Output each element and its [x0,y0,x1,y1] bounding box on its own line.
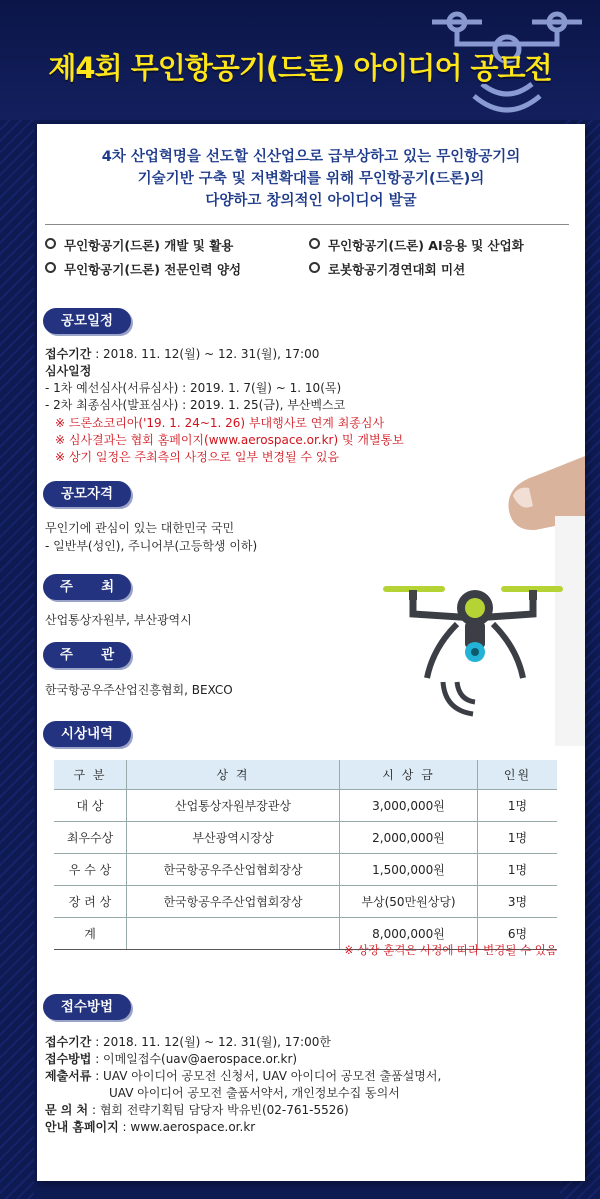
intro-text [37,146,585,212]
awards-note: ※ 상장 훈격은 사정에 따라 변경될 수 있음 [344,943,557,957]
submission-homepage: 안내 홈페이지 : www.aerospace.or.kr [45,1120,256,1134]
drone-icon [383,578,563,728]
organizer-heading: 주 관 [43,642,131,668]
intro-line-2: 기술기반 구축 및 저변확대를 위해 무인항공기(드론)의 [137,171,485,187]
circle-bullet-icon [309,238,320,249]
intro-line-1: 4차 산업혁명을 선도할 신산업으로 급부상하고 있는 무인항공기의 [101,149,521,165]
reception-period: 접수기간 : 2018. 11. 12(월) ~ 12. 31(월), 17:00 [45,347,320,361]
schedule-note-2: ※ 심사결과는 협회 홈페이지(www.aerospace.or.kr) 및 개별통보 [55,433,404,447]
schedule-note-3: ※ 상기 일정은 주최측의 사정으로 일부 변경될 수 있음 [55,450,340,464]
table-cell: 3,000,000원 [340,790,478,822]
submission-period: 접수기간 : 2018. 11. 12(월) ~ 12. 31(월), 17:00한 [45,1035,331,1049]
column-header: 상 격 [127,760,340,790]
table-cell: 1명 [478,822,558,854]
circle-bullet-icon [309,262,320,273]
divider [45,224,569,225]
table-cell: 한국항공우주산업협회장상 [127,886,340,918]
table-cell: 1명 [478,854,558,886]
submission-docs-cont: UAV 아이디어 공모전 출품서약서, 개인정보수집 동의서 [109,1086,400,1100]
table-row [54,854,557,886]
submission-method: 접수방법 : 이메일접수(uav@aerospace.or.kr) [45,1052,298,1066]
table-cell: 2,000,000원 [340,822,478,854]
topic-item: 무인항공기(드론) AI응용 및 산업화 [309,236,524,254]
table-row [54,790,557,822]
submission-heading: 접수방법 [43,994,131,1020]
table-cell: 부산광역시장상 [127,822,340,854]
topic-item: 무인항공기(드론) 전문인력 양성 [45,260,241,278]
table-header-row [54,760,557,790]
table-cell: 8,000,000원 [340,918,478,950]
table-cell: 1,500,000원 [340,854,478,886]
table-cell [127,918,340,950]
submission-contact: 문 의 처 : 협회 전략기획팀 담당자 박유빈(02-761-5526) [45,1103,349,1117]
topic-item: 무인항공기(드론) 개발 및 활용 [45,236,233,254]
page-title: 제4회 무인항공기(드론) 아이디어 공모전 [48,51,552,85]
eligibility-line-2: - 일반부(성인), 주니어부(고등학생 이하) [45,539,258,553]
table-cell: 우 수 상 [54,854,127,886]
review-round-1: - 1차 예선심사(서류심사) : 2019. 1. 7(월) ~ 1. 10(목) [45,381,342,395]
review-round-2: - 2차 최종심사(발표심사) : 2019. 1. 25(금), 부산벡스코 [45,398,346,412]
review-label: 심사일정 [45,364,92,378]
host-heading: 주 최 [43,574,131,600]
circle-bullet-icon [45,238,56,249]
awards-heading: 시상내역 [43,721,131,747]
table-cell: 장 려 상 [54,886,127,918]
table-cell: 대 상 [54,790,127,822]
poster-paper [37,124,585,1181]
topic-item: 로봇항공기경연대회 미션 [309,260,465,278]
intro-line-3: 다양하고 창의적인 아이디어 발굴 [205,193,417,209]
schedule-heading: 공모일정 [43,308,131,334]
eligibility-heading: 공모자격 [43,481,131,507]
column-header: 구 분 [54,760,127,790]
table-row [54,886,557,918]
table-cell: 3명 [478,886,558,918]
eligibility-line-1: 무인기에 관심이 있는 대한민국 국민 [45,521,235,535]
table-cell: 한국항공우주산업협회장상 [127,854,340,886]
table-cell: 최우수상 [54,822,127,854]
submission-docs: 제출서류 : UAV 아이디어 공모전 신청서, UAV 아이디어 공모전 출품설명서, [45,1069,442,1083]
host-value: 산업통상자원부, 부산광역시 [45,613,192,627]
table-cell: 계 [54,918,127,950]
table-row [54,822,557,854]
column-header: 인원 [478,760,558,790]
table-cell: 6명 [478,918,558,950]
left-pattern [0,120,34,1199]
table-cell: 산업통상자원부장관상 [127,790,340,822]
table-cell: 부상(50만원상당) [340,886,478,918]
schedule-note-1: ※ 드론쇼코리아('19. 1. 24~1. 26) 부대행사로 연계 최종심사 [55,416,385,430]
awards-table [54,760,557,950]
organizer-value: 한국항공우주산업진흥협회, BEXCO [45,683,233,697]
table-cell: 1명 [478,790,558,822]
circle-bullet-icon [45,262,56,273]
column-header: 시 상 금 [340,760,478,790]
